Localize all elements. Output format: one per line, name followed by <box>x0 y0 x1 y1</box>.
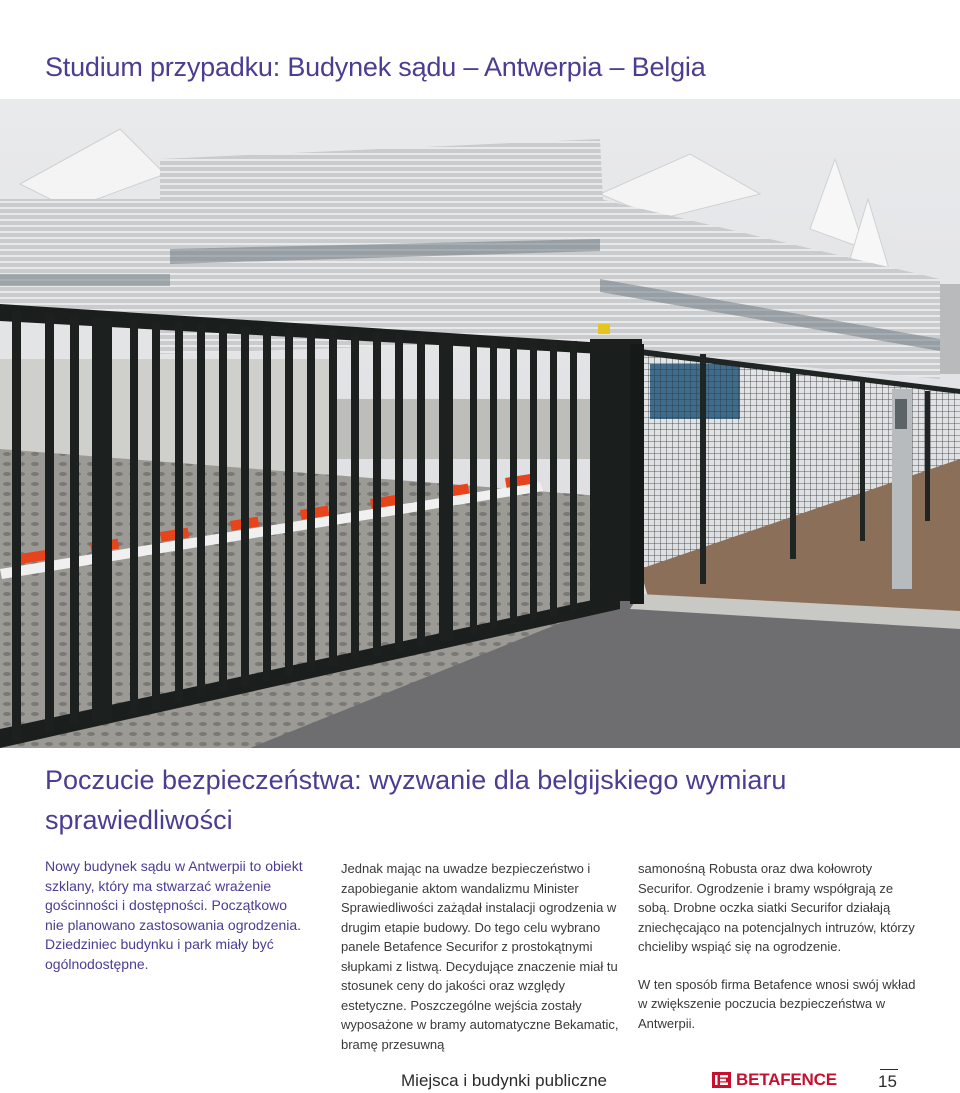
body-paragraph: samonośną Robusta oraz dwa kołowroty Securifor. Ogrodzenie i bramy współgrają ze sobą. Drobne oczka siatki Securifor działają zniechęcająco na potencjalnych intruzów, którzy chcieliby wspiąć się na ogrodzenie. <box>638 861 915 954</box>
body-paragraph: Jednak mając na uwadze bezpieczeństwo i zapobieganie aktom wandalizmu Minister Sprawiedliwości zażądał instalacji ogrodzenia w drugim etapie budowy. Do tego celu wybrano panele Betafence Securifor z prostokątnymi słupkami z listwą. Decydujące znaczenie miał tu stosunek ceny do jakości oraz względy estetyczne. Poszczególne wejścia zostały wyposażone w bramy automatyczne Bekamatic, bramę przesuwną <box>341 861 619 1052</box>
intro-paragraph: Nowy budynek sądu w Antwerpii to obiekt szklany, który ma stwarzać wrażenie gościnności i dostępności. Początkowo nie planowano zastosowania ogrodzenia. Dziedziniec budynku i park miały być ogólnodostępne. <box>45 858 303 972</box>
courthouse-gate-photo <box>0 99 960 748</box>
footer-section-label: Miejsca i budynki publiczne <box>401 1071 607 1090</box>
betafence-logo <box>712 1071 837 1089</box>
page-number-rule <box>880 1069 898 1070</box>
page-title: Studium przypadku: Budynek sądu – Antwerpia – Belgia <box>45 52 706 82</box>
body-column-2 <box>341 859 631 1072</box>
body-column-3 <box>638 859 923 1051</box>
brand-name: BETAFENCE <box>736 1070 837 1089</box>
body-paragraph: W ten sposób firma Betafence wnosi swój wkład w zwiększenie poczucia bezpieczeństwa w Antwerpii. <box>638 976 916 1031</box>
betafence-logo-icon <box>712 1072 731 1088</box>
section-heading: Poczucie bezpieczeństwa: wyzwanie dla belgijskiego wymiaru sprawiedliwości <box>45 765 787 835</box>
page-number: 15 <box>878 1072 897 1091</box>
